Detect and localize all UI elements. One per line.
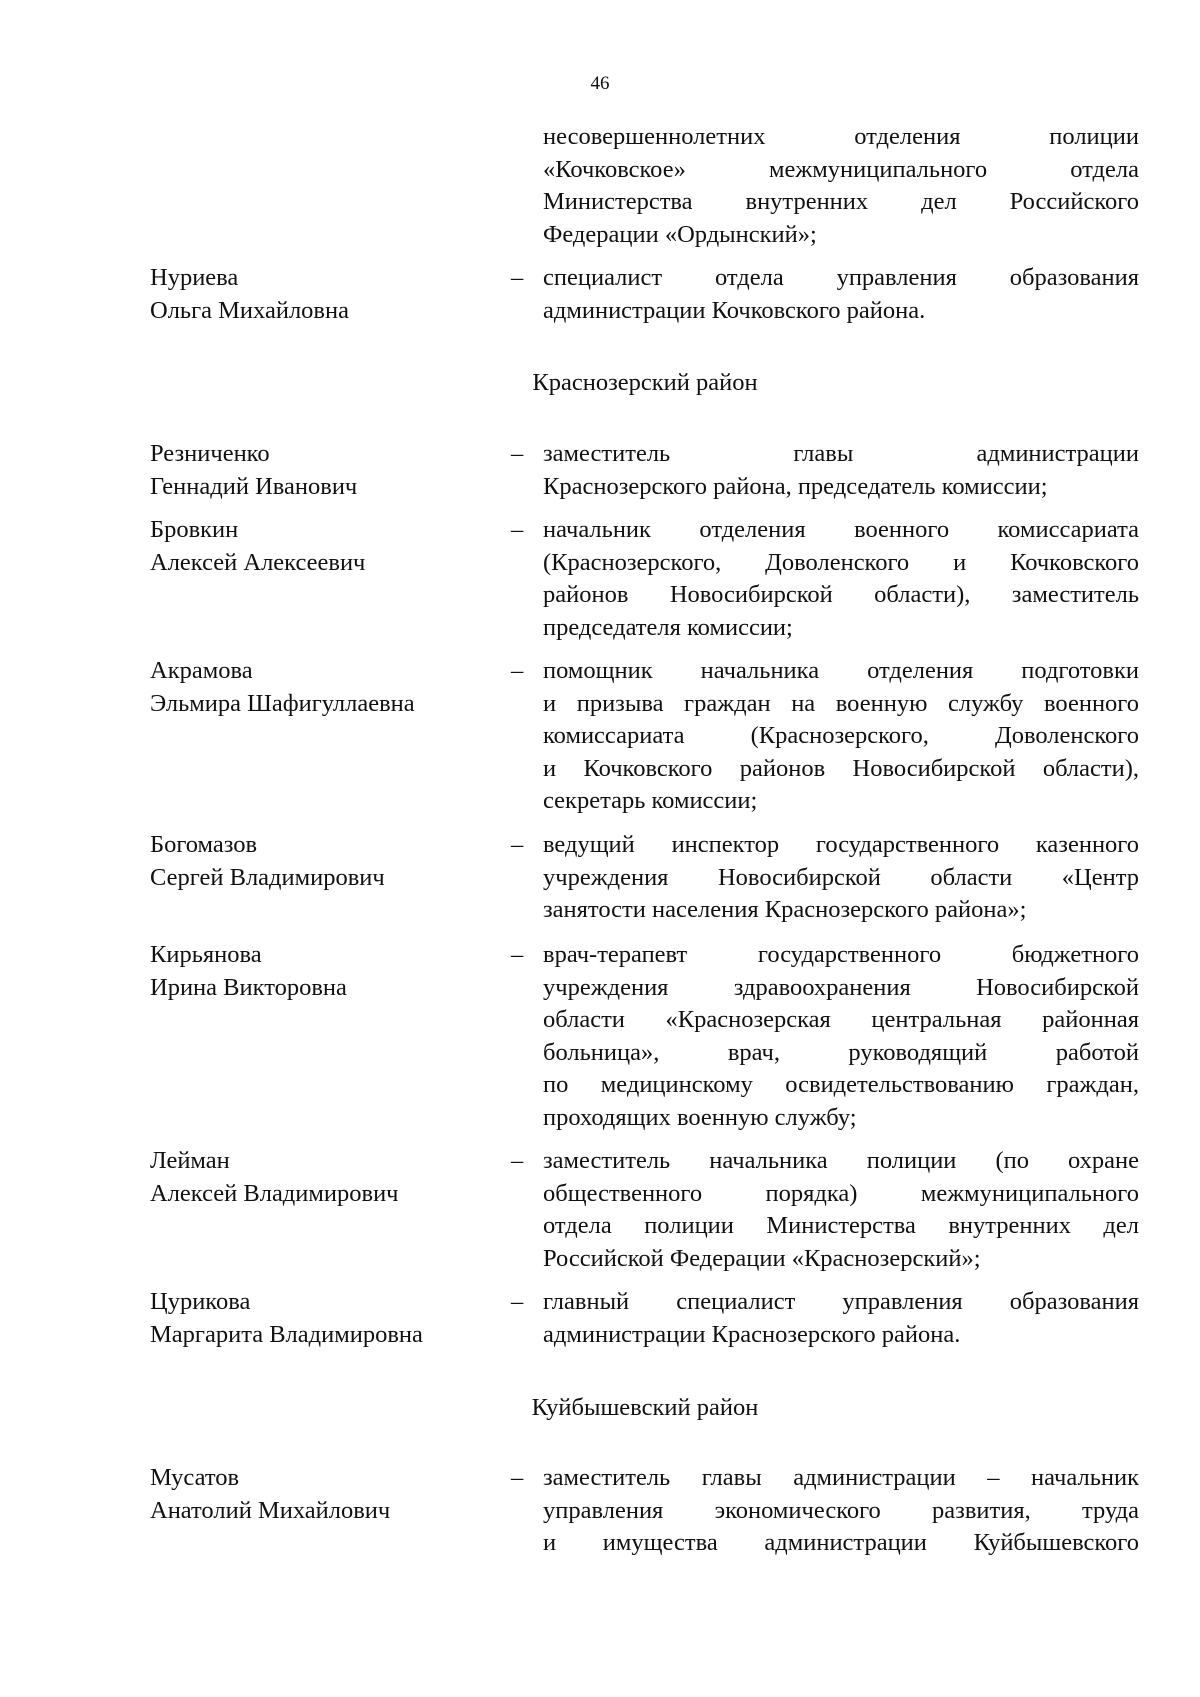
member-given-name: Анатолий Михайлович [150, 1496, 391, 1524]
member-role [543, 1462, 1139, 1560]
dash: – [511, 440, 524, 467]
desc-line: области «Краснозерская центральная районная [543, 1006, 1139, 1033]
desc-line: заместитель главы администрации [543, 440, 1139, 467]
dash: – [511, 1288, 524, 1315]
member-name [150, 1286, 480, 1351]
member-name [150, 514, 480, 579]
member-role [543, 438, 1139, 503]
dash: – [511, 1464, 524, 1491]
member-name [150, 438, 480, 503]
member-name [150, 829, 480, 894]
member-role [543, 1145, 1139, 1275]
desc-line: учреждения Новосибирской области «Центр [543, 863, 1139, 891]
member-given-name: Ольга Михайловна [150, 296, 349, 324]
desc-line: администрации Краснозерского района. [543, 1320, 961, 1348]
member-name [150, 1462, 480, 1527]
desc-line: помощник начальника отделения подготовки [543, 657, 1139, 684]
desc-line: секретарь комиссии; [543, 787, 758, 814]
member-surname: Бровкин [150, 516, 239, 543]
member-name [150, 1145, 480, 1210]
member-name [150, 262, 480, 327]
member-role [543, 829, 1139, 927]
member-role [543, 514, 1139, 644]
member-given-name: Эльмира Шафигуллаевна [150, 689, 415, 717]
member-given-name: Алексей Владимирович [150, 1179, 399, 1207]
desc-line: районов Новосибирской области), заместитель [543, 581, 1139, 608]
desc-line: общественного порядка) межмуниципального [543, 1179, 1139, 1207]
dash: – [511, 1147, 524, 1174]
member-surname: Акрамова [150, 657, 253, 684]
desc-line: комиссариата (Краснозерского, Доволенского [543, 722, 1139, 749]
member-surname: Мусатов [150, 1464, 240, 1491]
desc-line: больница», врач, руководящий работой [543, 1038, 1139, 1066]
section-heading: Краснозерский район [532, 369, 758, 396]
member-given-name: Маргарита Владимировна [150, 1320, 423, 1348]
desc-line: несовершеннолетних отделения полиции [543, 123, 1139, 150]
member-role [543, 262, 1139, 327]
desc-line: начальник отделения военного комиссариата [543, 516, 1139, 543]
desc-line: врач-терапевт государственного бюджетного [543, 941, 1139, 968]
member-role [543, 655, 1139, 818]
desc-line: по медицинскому освидетельствованию граждан, [543, 1071, 1139, 1098]
desc-line: и Кочковского районов Новосибирской области), [543, 754, 1139, 782]
member-surname: Кирьянова [150, 941, 262, 968]
desc-line: главный специалист управления образования [543, 1288, 1139, 1315]
dash: – [511, 831, 524, 858]
member-name [150, 655, 480, 720]
desc-line: ведущий инспектор государственного казенного [543, 831, 1139, 858]
member-surname: Лейман [150, 1147, 230, 1174]
desc-line: администрации Кочковского района. [543, 296, 926, 324]
desc-line: занятости населения Краснозерского района»; [543, 896, 1027, 923]
member-role [543, 1286, 1139, 1351]
continuation-text [543, 121, 1139, 251]
dash: – [511, 516, 524, 543]
dash: – [511, 264, 524, 291]
desc-line: специалист отдела управления образования [543, 264, 1139, 291]
desc-line: проходящих военную службу; [543, 1103, 857, 1131]
desc-line: «Кочковское» межмуниципального отдела [543, 155, 1139, 183]
desc-line: и имущества администрации Куйбышевского [543, 1529, 1139, 1556]
desc-line: заместитель главы администрации – начальник [543, 1464, 1139, 1491]
member-surname: Богомазов [150, 831, 258, 858]
desc-line: отдела полиции Министерства внутренних дел [543, 1212, 1139, 1239]
section-heading: Куйбышевский район [531, 1394, 759, 1421]
member-given-name: Сергей Владимирович [150, 863, 385, 891]
desc-line: Краснозерского района, председатель комиссии; [543, 472, 1048, 500]
dash: – [511, 941, 524, 968]
dash: – [511, 657, 524, 684]
page-number: 46 [590, 73, 610, 94]
desc-line: Министерства внутренних дел Российского [543, 188, 1139, 215]
desc-line: управления экономического развития, труда [543, 1496, 1139, 1524]
desc-line: Российской Федерации «Краснозерский»; [543, 1244, 981, 1272]
desc-line: Федерации «Ордынский»; [543, 220, 817, 248]
desc-line: учреждения здравоохранения Новосибирской [543, 973, 1139, 1001]
member-given-name: Ирина Викторовна [150, 973, 347, 1001]
member-role [543, 939, 1139, 1134]
member-given-name: Алексей Алексеевич [150, 548, 366, 576]
desc-line: (Краснозерского, Доволенского и Кочковского [543, 548, 1139, 576]
desc-line: председателя комиссии; [543, 613, 793, 641]
member-surname: Нуриева [150, 264, 239, 291]
member-surname: Цурикова [150, 1288, 251, 1315]
member-surname: Резниченко [150, 440, 270, 467]
member-given-name: Геннадий Иванович [150, 472, 358, 500]
desc-line: и призыва граждан на военную службу военного [543, 689, 1139, 717]
desc-line: заместитель начальника полиции (по охране [543, 1147, 1139, 1174]
member-name [150, 939, 480, 1004]
